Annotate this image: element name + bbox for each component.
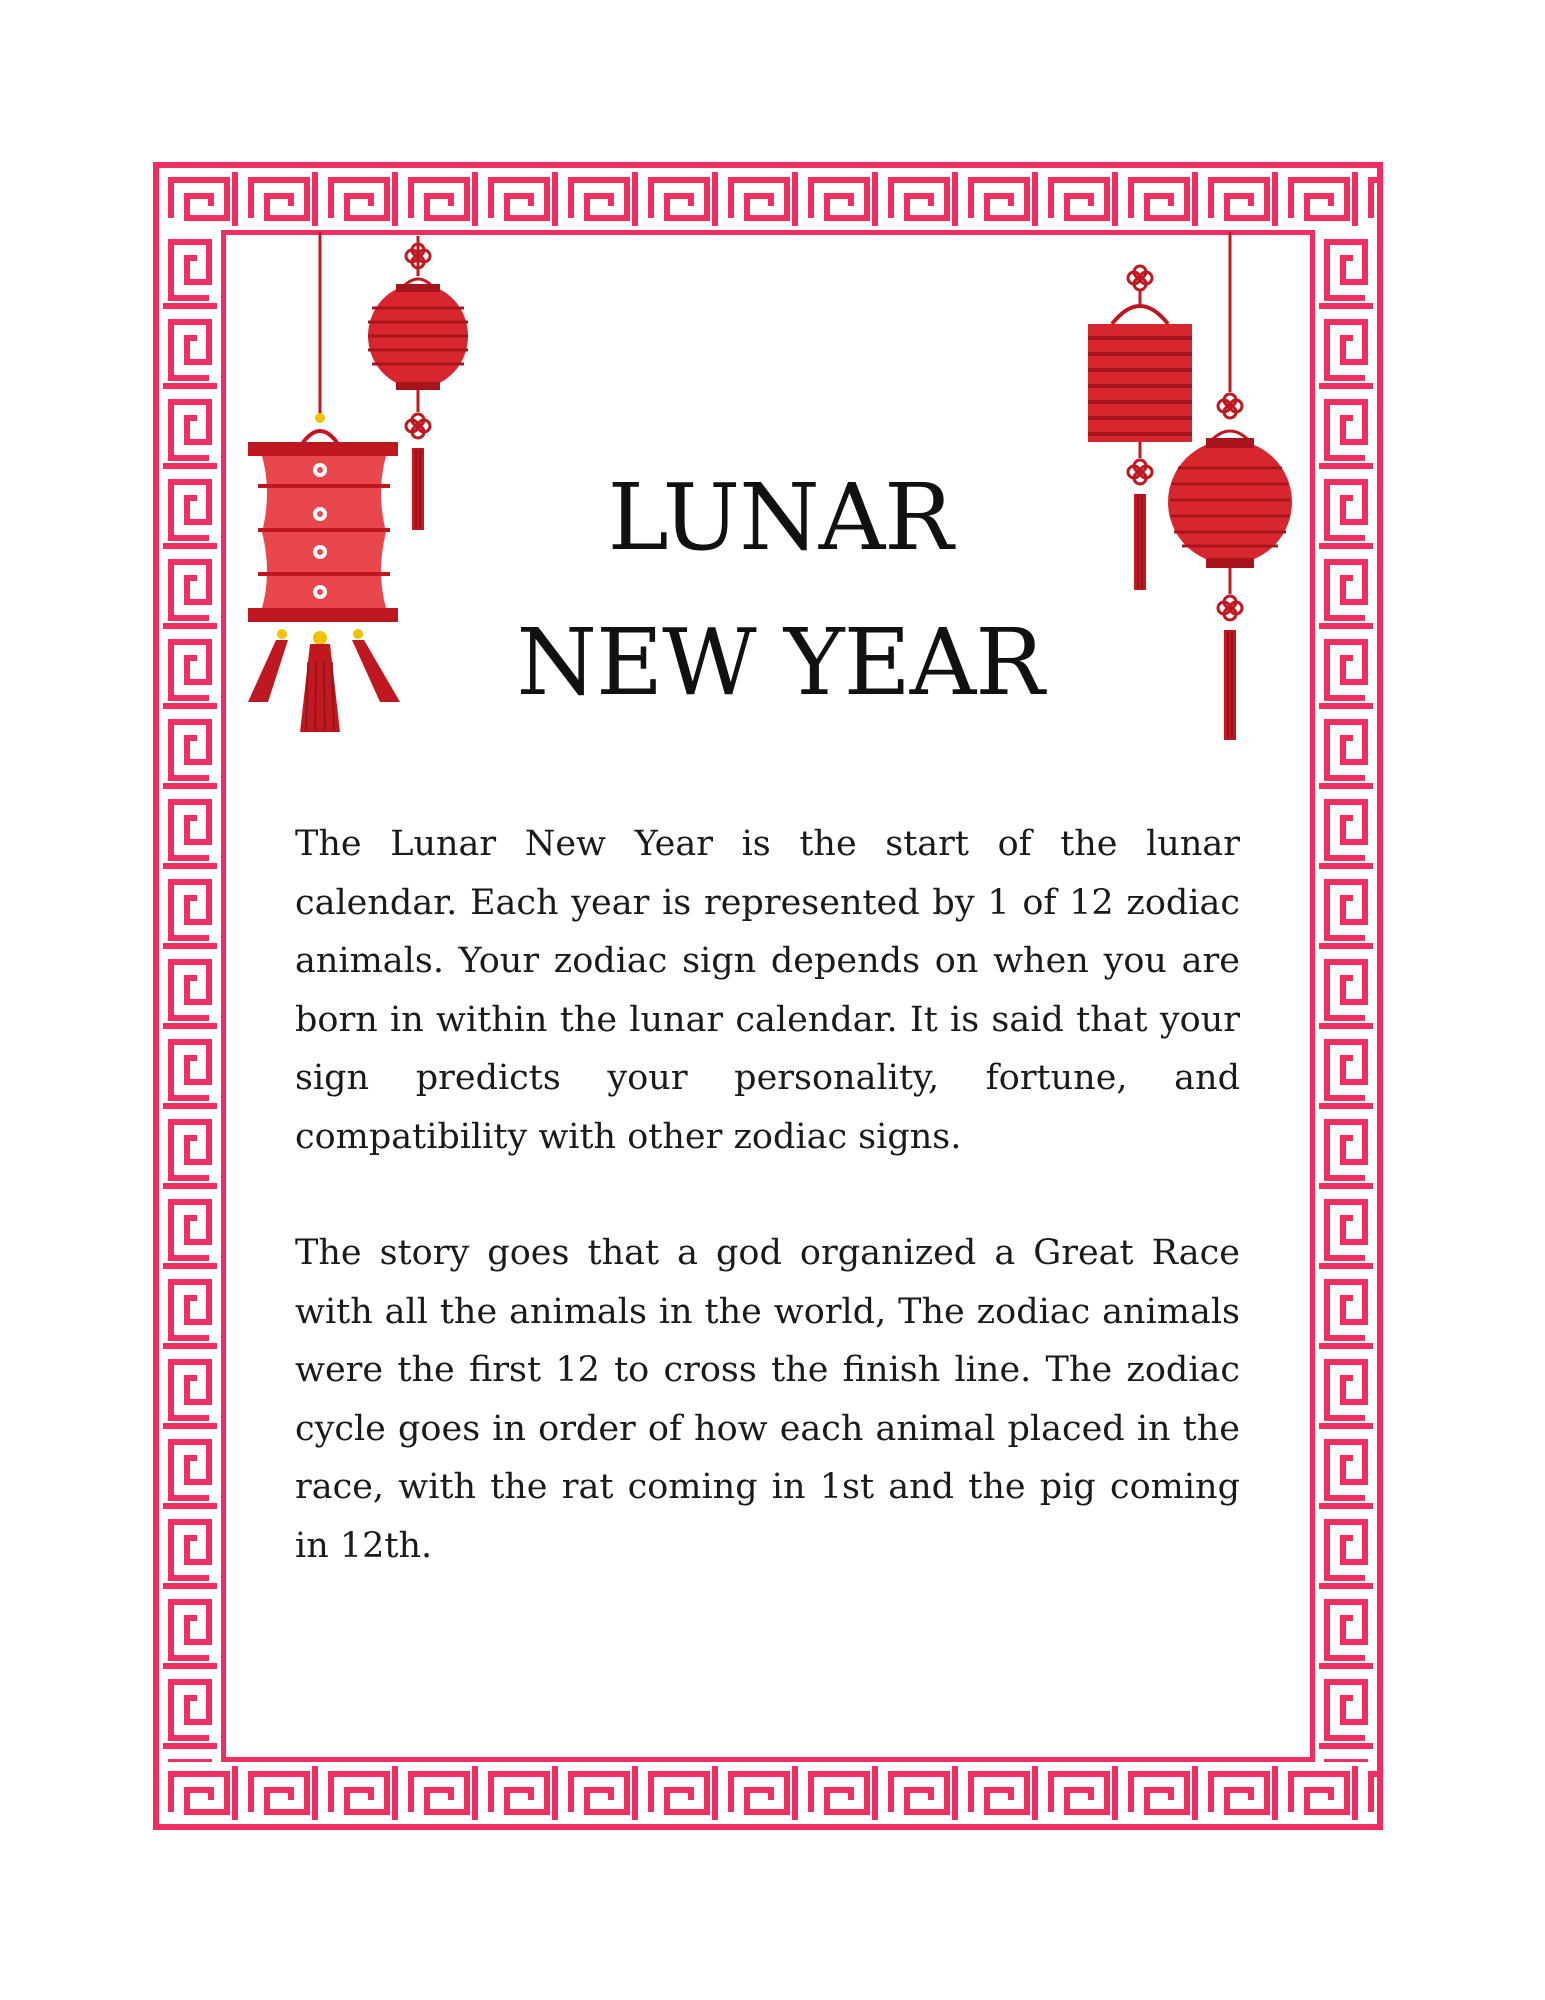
frame-band-top bbox=[159, 168, 1377, 230]
body-text bbox=[295, 815, 1240, 1575]
title-line-1: LUNAR bbox=[607, 464, 953, 571]
frame-band-bottom bbox=[159, 1762, 1377, 1824]
frame-band-left bbox=[159, 230, 221, 1762]
frame-band-right bbox=[1315, 230, 1377, 1762]
page-title bbox=[430, 445, 1130, 735]
title-line-2: NEW YEAR bbox=[516, 609, 1044, 716]
paragraph-story: The story goes that a god organized a Great Race with all the animals in the world, The zodiac animals were the first 12 to cross the finish line. The zodiac cycle goes in order of how each animal placed in the race, with the rat coming in 1st and the pig coming in 12th. bbox=[295, 1233, 1240, 1566]
round-lantern-icon bbox=[1168, 232, 1308, 752]
paragraph-intro: The Lunar New Year is the start of the lunar calendar. Each year is represented by 1 of 12 zodiac animals. Your zodiac sign depends on when you are born in within the lunar calendar. It is said that your sign predicts your personality, fortune, and compatibility with other zodiac signs. bbox=[295, 824, 1240, 1157]
